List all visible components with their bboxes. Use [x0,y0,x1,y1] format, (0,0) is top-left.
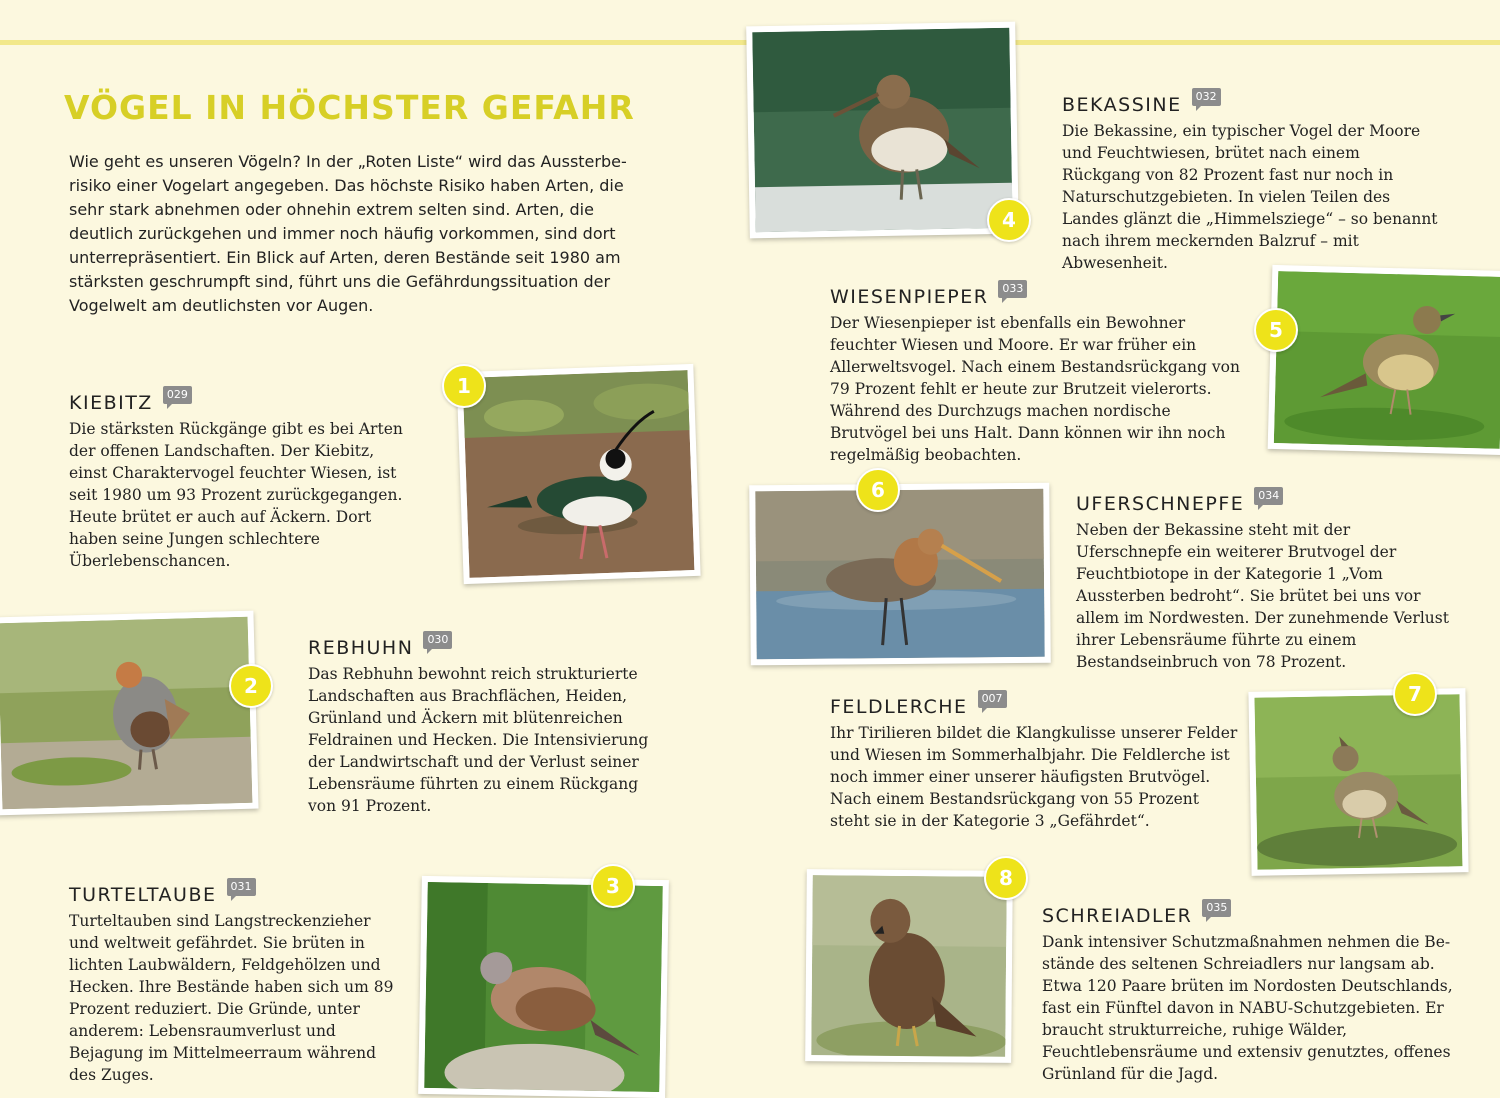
bird-block-kiebitz [69,388,414,572]
bird-name: WIESENPIEPER [830,286,989,308]
bird-block-rebhuhn [308,633,668,817]
bird-description: Die Bekassine, ein typischer Vogel der Moore und Feuchtwiesen, brütet nach einem Rückgang von 82 Prozent fast nur noch in Naturschutzgebieten. In vielen Teilen des Landes glänzt die „Himmelsziege“ – so benannt nach ihrem meckernden Balzruf – mit Abwesenheit. [1062,122,1438,272]
bird-description: Die stärksten Rückgänge gibt es bei Arten der offenen Landschaften. Der Kiebitz, einst Charaktervogel feuchter Wiesen, ist seit 1980 um 93 Prozent zurückgegangen. Heute brütet er auch auf Äckern. Dort haben seine Jungen schlechtere Überlebenschancen. [69,420,403,570]
bird-name: KIEBITZ [69,392,153,414]
number-badge-4: 4 [987,198,1031,242]
godwit-photo [749,483,1051,666]
number-badge-5: 5 [1254,308,1298,352]
lesser-spotted-eagle-photo [805,869,1013,1063]
bird-block-wiesenpieper [830,282,1250,466]
turtle-dove-photo [418,876,669,1098]
bird-description: Das Rebhuhn bewohnt reich strukturierte Landschaften aus Brachflächen, Heiden, Grünland und Äckern mit blütenreichen Feldrainen und Hecken. Die Intensivierung der Landwirtschaft und der Verlust seiner Lebensräume führten zu einem Rückgang von 91 Prozent. [308,665,649,815]
number-badge-1: 1 [442,364,486,408]
top-rule-left [0,40,752,45]
intro-text: Wie geht es unseren Vögeln? In der „Roten Liste“ wird das Aussterberisiko einer Vogelart angegeben. Das höchste Risiko haben Arten, die sehr stark abnehmen oder ohnehin extrem selten sind. Arten, die deutlich zurückgehen und immer noch häufig vorkommen, sind dort unterrepräsentiert. Ein Blick auf Arten, deren Bestände seit 1980 am stärksten geschrumpft sind, führt uns die Gefährdungssituation der Vogelwelt am deutlichsten vor Augen. [69,152,627,315]
bird-description: Dank intensiver Schutzmaßnahmen nehmen die Bestände des seltenen Schreiadlers nur langsam ab. Etwa 120 Paare brüten im Nordosten Deutschlands, fast ein Fünftel davon in NABU-Schutzgebieten. Er braucht strukturreiche, ruhige Wälder, Feuchtlebensräume und extensiv genutztes, offenes Grünland für die Jagd. [1042,933,1453,1083]
bird-description: Der Wiesenpieper ist ebenfalls ein Bewohner feuchter Wiesen und Moore. Er war früher ein Allerweltsvogel. Nach einem Bestandsrückgang von 79 Prozent fehlt er heute zur Brutzeit vielerorts. Während des Durchzugs machen nordische Brutvögel bei uns Halt. Dann können wir ihn noch regelmäßig beobachten. [830,314,1240,464]
number-badge-6: 6 [856,468,900,512]
species-code-tag: 031 [227,878,256,896]
species-code-tag: 033 [998,280,1027,298]
species-code-tag: 029 [163,386,192,404]
number-badge-3: 3 [591,864,635,908]
species-code-tag: 030 [423,631,452,649]
partridge-photo [0,611,259,816]
species-code-tag: 007 [978,690,1007,708]
bird-name: TURTELTAUBE [69,884,217,906]
bird-name: UFERSCHNEPFE [1076,493,1245,515]
meadow-pipit-photo [1268,265,1500,455]
bird-block-feldlerche [830,692,1240,832]
lapwing-photo [456,364,700,584]
species-code-tag: 035 [1202,899,1231,917]
page-title: VÖGEL IN HÖCHSTER GEFAHR [64,88,635,127]
number-badge-2: 2 [229,664,273,708]
bird-block-schreiadler [1042,901,1462,1085]
top-rule-right [1015,40,1500,45]
bird-block-uferschnepfe [1076,489,1456,673]
species-code-tag: 032 [1192,88,1221,106]
number-badge-7: 7 [1393,672,1437,716]
bird-description: Turteltauben sind Langstreckenzieher und weltweit gefährdet. Sie brüten in lichten Laubwäldern, Feldgehölzen und Hecken. Ihre Bestände haben sich um 89 Prozent reduziert. Die Gründe, unter anderem: Lebensraumverlust und Bejagung im Mittelmeerraum während des Zuges. [69,912,394,1084]
bird-block-bekassine [1062,90,1442,274]
snipe-photo [746,22,1019,239]
bird-name: FELDLERCHE [830,696,968,718]
number-badge-8: 8 [984,856,1028,900]
species-code-tag: 034 [1254,487,1283,505]
bird-description: Neben der Bekassine steht mit der Uferschnepfe ein weiterer Brutvogel der Feuchtbiotope in der Kategorie 1 „Vom Aussterben bedroht“. Sie brütet bei uns vor allem im Nordwesten. Der zunehmende Verlust ihrer Lebensräume führte zu einem Bestandseinbruch von 78 Prozent. [1076,521,1449,671]
bird-name: BEKASSINE [1062,94,1182,116]
skylark-photo [1248,688,1468,876]
bird-name: REBHUHN [308,637,414,659]
bird-description: Ihr Tirilieren bildet die Klangkulisse unserer Felder und Wiesen im Sommerhalbjahr. Die Feldlerche ist noch immer einer unserer häufigsten Brutvögel. Nach einem Bestandsrückgang von 55 Prozent steht sie in der Kategorie 3 „Gefährdet“. [830,724,1238,830]
bird-name: SCHREIADLER [1042,905,1193,927]
bird-block-turteltaube [69,880,399,1086]
